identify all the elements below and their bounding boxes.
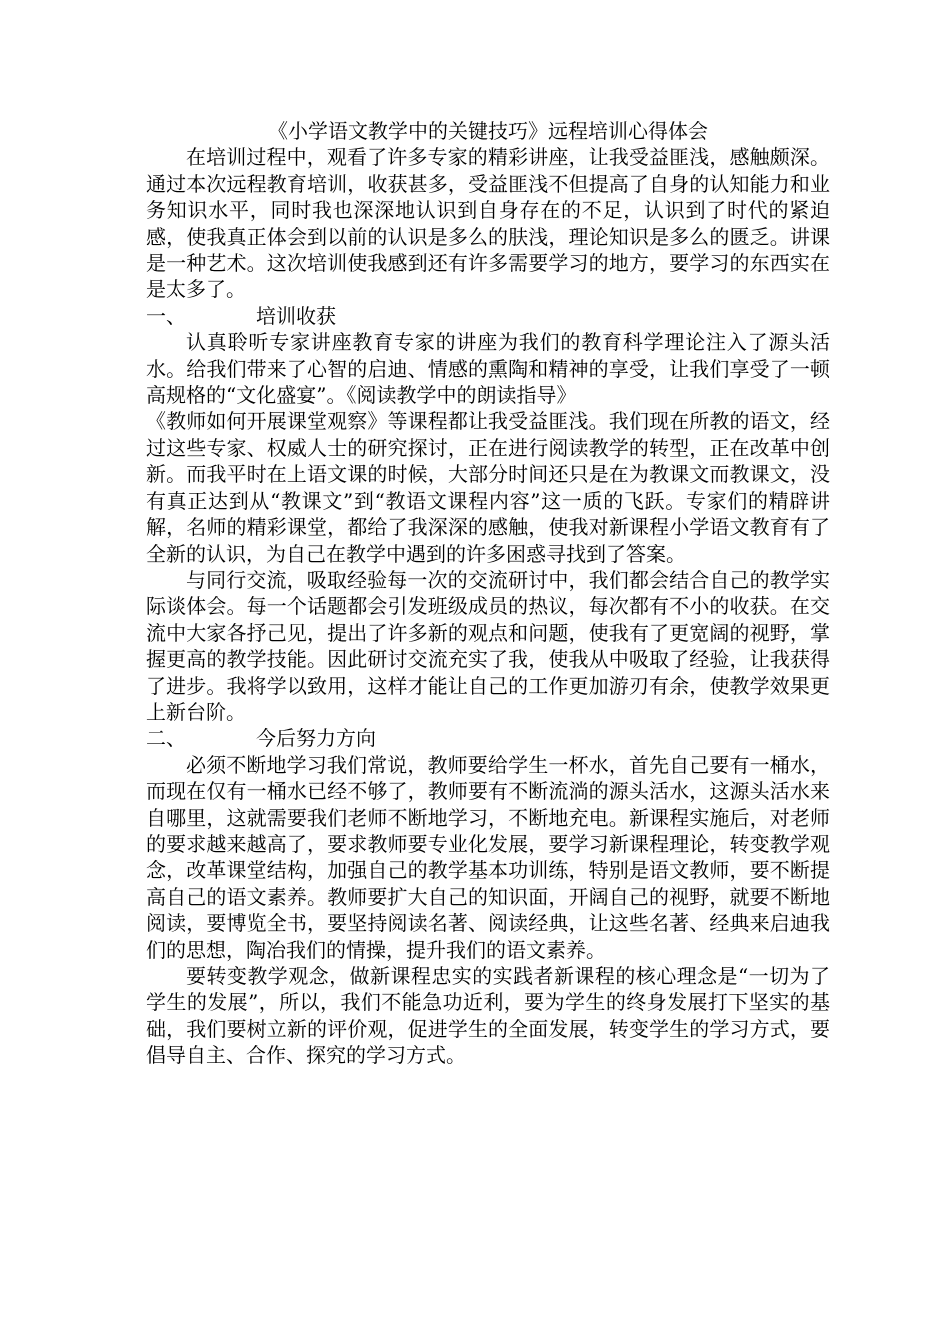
section-title: 培训收获: [256, 303, 336, 328]
intro-paragraph: 在培训过程中，观看了许多专家的精彩讲座，让我受益匪浅，感触颇深。通过本次远程教育培训，收获甚多，受益匪浅不但提高了自身的认知能力和业务知识水平，同时我也深深地认识到自身存在的不足，认识到了时代的紧迫感，使我真正体会到以前的认识是多么的肤浅，理论知识是多么的匮乏。讲课是一种艺术。这次培训使我感到还有许多需要学习的地方，要学习的东西实在是太多了。: [146, 145, 830, 302]
section-number: 二、: [146, 726, 186, 751]
section-heading-2: [146, 725, 830, 751]
section1-paragraph-1: 认真聆听专家讲座教育专家的讲座为我们的教育科学理论注入了源头活水。给我们带来了心智的启迪、情感的熏陶和精神的享受，让我们享受了一顿高规格的“文化盛宴”。《阅读教学中的朗读指导》: [146, 330, 830, 408]
document-page: [146, 118, 830, 1069]
section-heading-1: [146, 303, 830, 329]
section-title: 今后努力方向: [256, 726, 376, 751]
section-number: 一、: [146, 303, 186, 328]
section2-paragraph-2: 要转变教学观念，做新课程忠实的实践者新课程的核心理念是“一切为了学生的发展”，所以，我们不能急功近利，要为学生的终身发展打下坚实的基础，我们要树立新的评价观，促进学生的全面发展，转变学生的学习方式，要倡导自主、合作、探究的学习方式。: [146, 964, 830, 1068]
section1-paragraph-2: 与同行交流，吸取经验每一次的交流研讨中，我们都会结合自己的教学实际谈体会。每一个话题都会引发班级成员的热议，每次都有不小的收获。在交流中大家各抒己见，提出了许多新的观点和问题，使我有了更宽阔的视野，掌握更高的教学技能。因此研讨交流充实了我，使我从中吸取了经验，让我获得了进步。我将学以致用，这样才能让自己的工作更加游刃有余，使教学效果更上新台阶。: [146, 567, 830, 724]
section1-paragraph-1-continued: 《教师如何开展课堂观察》等课程都让我受益匪浅。我们现在所教的语文，经过这些专家、权威人士的研究探讨，正在进行阅读教学的转型，正在改革中创新。而我平时在上语文课的时候，大部分时间还只是在为教课文而教课文，没有真正达到从“教课文”到“教语文课程内容”这一质的飞跃。专家们的精辟讲解，名师的精彩课堂，都给了我深深的感触，使我对新课程小学语文教育有了全新的认识，为自己在教学中遇到的许多困惑寻找到了答案。: [146, 409, 830, 566]
document-title: 《小学语文教学中的关键技巧》远程培训心得体会: [268, 119, 708, 143]
section2-paragraph-1: 必须不断地学习我们常说，教师要给学生一杯水，首先自己要有一桶水，而现在仅有一桶水已经不够了，教师要有不断流淌的源头活水，这源头活水来自哪里，这就需要我们老师不断地学习，不断地充电。新课程实施后，对老师的要求越来越高了，要求教师要专业化发展，要学习新课程理论，转变教学观念，改革课堂结构，加强自己的教学基本功训练，特别是语文教师，要不断提高自己的语文素养。教师要扩大自己的知识面，开阔自己的视野，就要不断地阅读，要博览全书，要坚持阅读名著、阅读经典，让这些名著、经典来启迪我们的思想，陶冶我们的情操，提升我们的语文素养。: [146, 752, 830, 962]
